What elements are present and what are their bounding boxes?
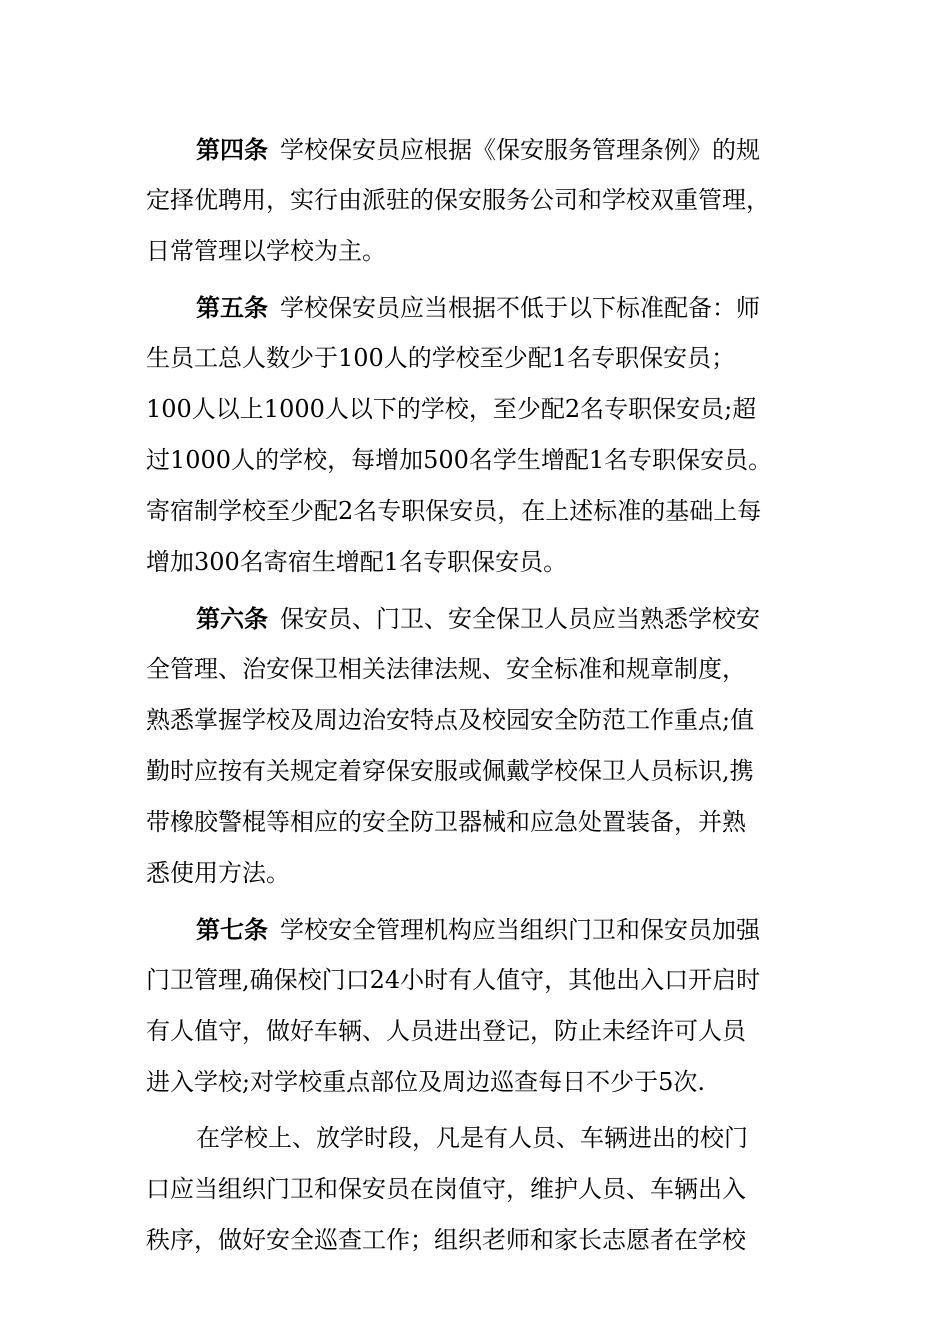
article-4-line-3: 日常管理以学校为主。	[146, 237, 386, 265]
article-7-line-1	[146, 904, 806, 955]
article-5-heading: 第五条	[196, 293, 268, 322]
article-7-line-2: 门卫管理,确保校门口24小时有人值守，其他出入口开启时	[146, 966, 761, 994]
article-5-line-1	[146, 282, 806, 333]
article-7-heading: 第七条	[196, 915, 268, 944]
article-6-line-3: 熟悉掌握学校及周边治安特点及校园安全防范工作重点;值	[146, 706, 755, 734]
article-5-line-5: 寄宿制学校至少配2名专职保安员，在上述标准的基础上每	[146, 497, 762, 525]
article-5-line-2: 生员工总人数少于100人的学校至少配1名专职保安员；	[146, 344, 736, 372]
article-6-line-4: 勤时应按有关规定着穿保安服或佩戴学校保卫人员标识,携	[146, 757, 754, 785]
document-body	[146, 124, 806, 1266]
paragraph-line-3: 秩序，做好安全巡查工作；组织老师和家长志愿者在学校	[146, 1226, 746, 1254]
article-6-line-6: 悉使用方法。	[146, 859, 290, 887]
article-4-text: 学校保安员应根据《保安服务管理条例》的规	[280, 136, 760, 164]
article-7-line-3: 有人值守，做好车辆、人员进出登记，防止未经许可人员	[146, 1017, 746, 1045]
article-5-line-6: 增加300名寄宿生增配1名专职保安员。	[146, 548, 568, 576]
article-7-line-4: 进入学校;对学校重点部位及周边巡查每日不少于5次.	[146, 1068, 705, 1096]
paragraph-line-2: 口应当组织门卫和保安员在岗值守，维护人员、车辆出入	[146, 1175, 746, 1203]
article-7-text: 学校安全管理机构应当组织门卫和保安员加强	[280, 916, 760, 944]
article-5-line-3: 100人以上1000人以下的学校，至少配2名专职保安员;超	[146, 395, 757, 423]
article-4-heading: 第四条	[196, 135, 268, 164]
article-4-line-1	[146, 124, 806, 175]
article-6-text: 保安员、门卫、安全保卫人员应当熟悉学校安	[280, 605, 760, 633]
article-6-heading: 第六条	[196, 604, 268, 633]
article-6-line-2: 全管理、治安保卫相关法律法规、安全标准和规章制度，	[146, 655, 746, 683]
article-5-text: 学校保安员应当根据不低于以下标准配备：师	[280, 294, 760, 322]
article-6-line-5: 带橡胶警棍等相应的安全防卫器械和应急处置装备，并熟	[146, 808, 746, 836]
paragraph-line-1: 在学校上、放学时段，凡是有人员、车辆进出的校门	[196, 1124, 748, 1152]
article-6-line-1	[146, 593, 806, 644]
article-4-line-2: 定择优聘用，实行由派驻的保安服务公司和学校双重管理，	[146, 186, 770, 214]
article-5-line-4: 过1000人的学校，每增加500名学生增配1名专职保安员。	[146, 446, 773, 474]
